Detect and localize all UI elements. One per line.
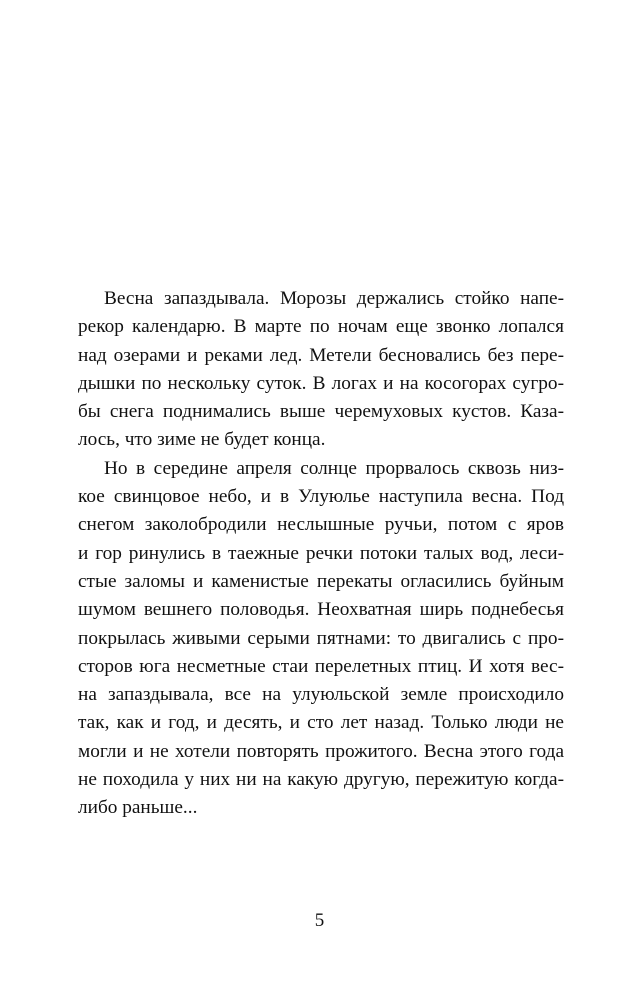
- text-line: кое свинцовое небо, и в Улуюлье наступила весна. Под: [78, 486, 564, 508]
- text-line: не походила у них ни на какую другую, пережитую когда-: [78, 769, 564, 791]
- text-line: и гор ринулись в таежные речки потоки талых вод, леси-: [78, 542, 564, 564]
- text-line: Весна запаздывала. Морозы держались стойко напе-: [104, 288, 564, 309]
- text-line: над озерами и реками лед. Метели бесновались без пере-: [78, 344, 564, 366]
- text-line: рекор календарю. В марте по ночам еще звонко лопался: [78, 316, 564, 338]
- text-line: сторов юга несметные стаи перелетных птиц. И хотя вес-: [78, 655, 564, 677]
- text-line: Но в середине апреля солнце прорвалось сквозь низ-: [104, 457, 564, 479]
- text-line: могли и не хотели повторять прожитого. Весна этого года: [78, 740, 564, 762]
- text-line: шумом вешнего половодья. Неохватная ширь поднебесья: [78, 599, 564, 621]
- text-line: бы снега поднимались выше черемуховых кустов. Каза-: [78, 401, 564, 423]
- text-line: дышки по нескольку суток. В логах и на косогорах сугро-: [78, 372, 564, 394]
- paragraph-1: [78, 285, 564, 455]
- text-line: покрылась живыми серыми пятнами: то двигались с про-: [78, 627, 564, 649]
- text-line: либо раньше...: [78, 797, 198, 819]
- text-line: на запаздывала, все на улуюльской земле происходило: [78, 684, 564, 706]
- text-line: лось, что зиме не будет конца.: [78, 429, 326, 451]
- paragraph-2: [78, 455, 564, 823]
- text-line: снегом заколобродили неслышные ручьи, потом с яров: [78, 514, 564, 536]
- text-block: [78, 285, 564, 823]
- text-line: так, как и год, и десять, и сто лет назад. Только люди не: [78, 712, 564, 734]
- text-line: стые заломы и каменистые перекаты огласились буйным: [78, 570, 564, 592]
- page-number: 5: [314, 910, 325, 931]
